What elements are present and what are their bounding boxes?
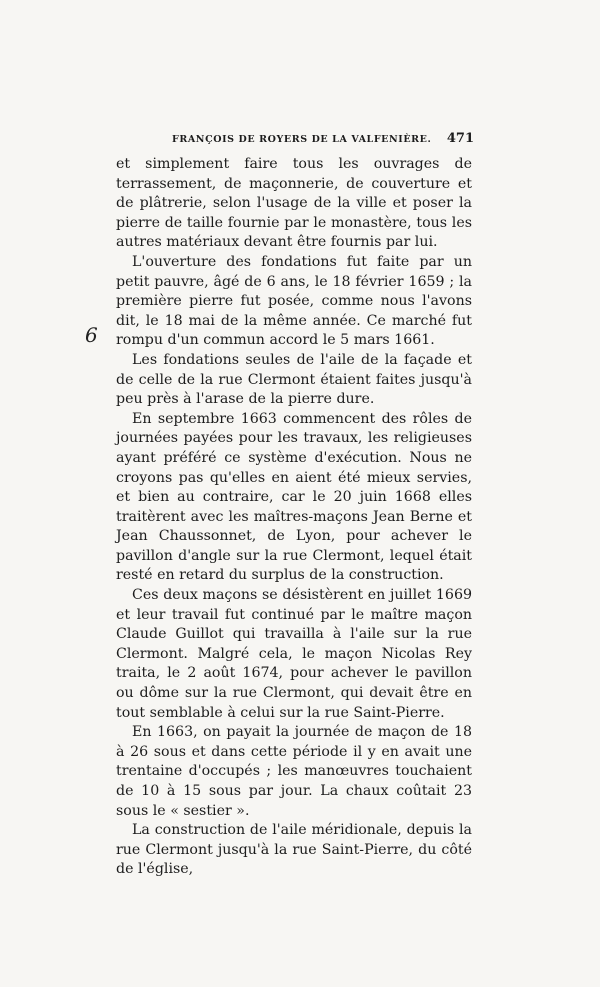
paragraph: L'ouverture des fondations fut faite par un petit pauvre, âgé de 6 ans, le 18 février 1659 ; la première pierre fut posée, comme nous l'avons dit, le 18 mai de la même année. Ce marché fut rompu d'un commun accord le 5 mars 1661. [116, 253, 472, 349]
page-number: 471 [446, 131, 474, 146]
running-title: FRANÇOIS DE ROYERS DE LA VALFENIÈRE. [172, 134, 432, 145]
body-text [116, 155, 472, 880]
paragraph: En 1663, on payait la journée de maçon de 18 à 26 sous et dans cette période il y en avait une trentaine d'occupés ; les manœuvres touchaient de 10 à 15 sous par jour. La chaux coûtait 23 sous le « sestier ». [116, 724, 472, 819]
paragraph: La construction de l'aile méridionale, depuis la rue Clermont jusqu'à la rue Saint-Pierre, du côté de l'église, [116, 822, 472, 878]
margin-annotation: 6 [85, 323, 98, 347]
paragraph: et simplement faire tous les ouvrages de terrassement, de maçonnerie, de couverture et de plâtrerie, selon l'usage de la ville et poser la pierre de taille fournie par le monastère, tous les autres matériaux devant être fournis par lui. [116, 156, 472, 251]
paragraph: Ces deux maçons se désistèrent en juillet 1669 et leur travail fut continué par le maître maçon Claude Guillot qui travailla à l'aile sur la rue Clermont. Malgré cela, le maçon Nicolas Rey traita, le 2 août 1674, pour achever le pavillon ou dôme sur la rue Clermont, qui devait être en tout semblable à celui sur la rue Saint-Pierre. [116, 587, 472, 721]
paragraph: En septembre 1663 commencent des rôles de journées payées pour les travaux, les religieuses ayant préféré ce système d'exécution. Nous ne croyons pas qu'elles en aient été mieux servies, et bien au contraire, car le 20 juin 1668 elles traitèrent avec les maîtres-maçons Jean Berne et Jean Chaussonnet, de Lyon, pour achever le pavillon d'angle sur la rue Clermont, lequel était resté en retard du surplus de la construction. [116, 410, 472, 584]
running-header [172, 131, 474, 146]
paragraph: Les fondations seules de l'aile de la façade et de celle de la rue Clermont étaient faites jusqu'à peu près à l'arase de la pierre dure. [116, 351, 472, 408]
